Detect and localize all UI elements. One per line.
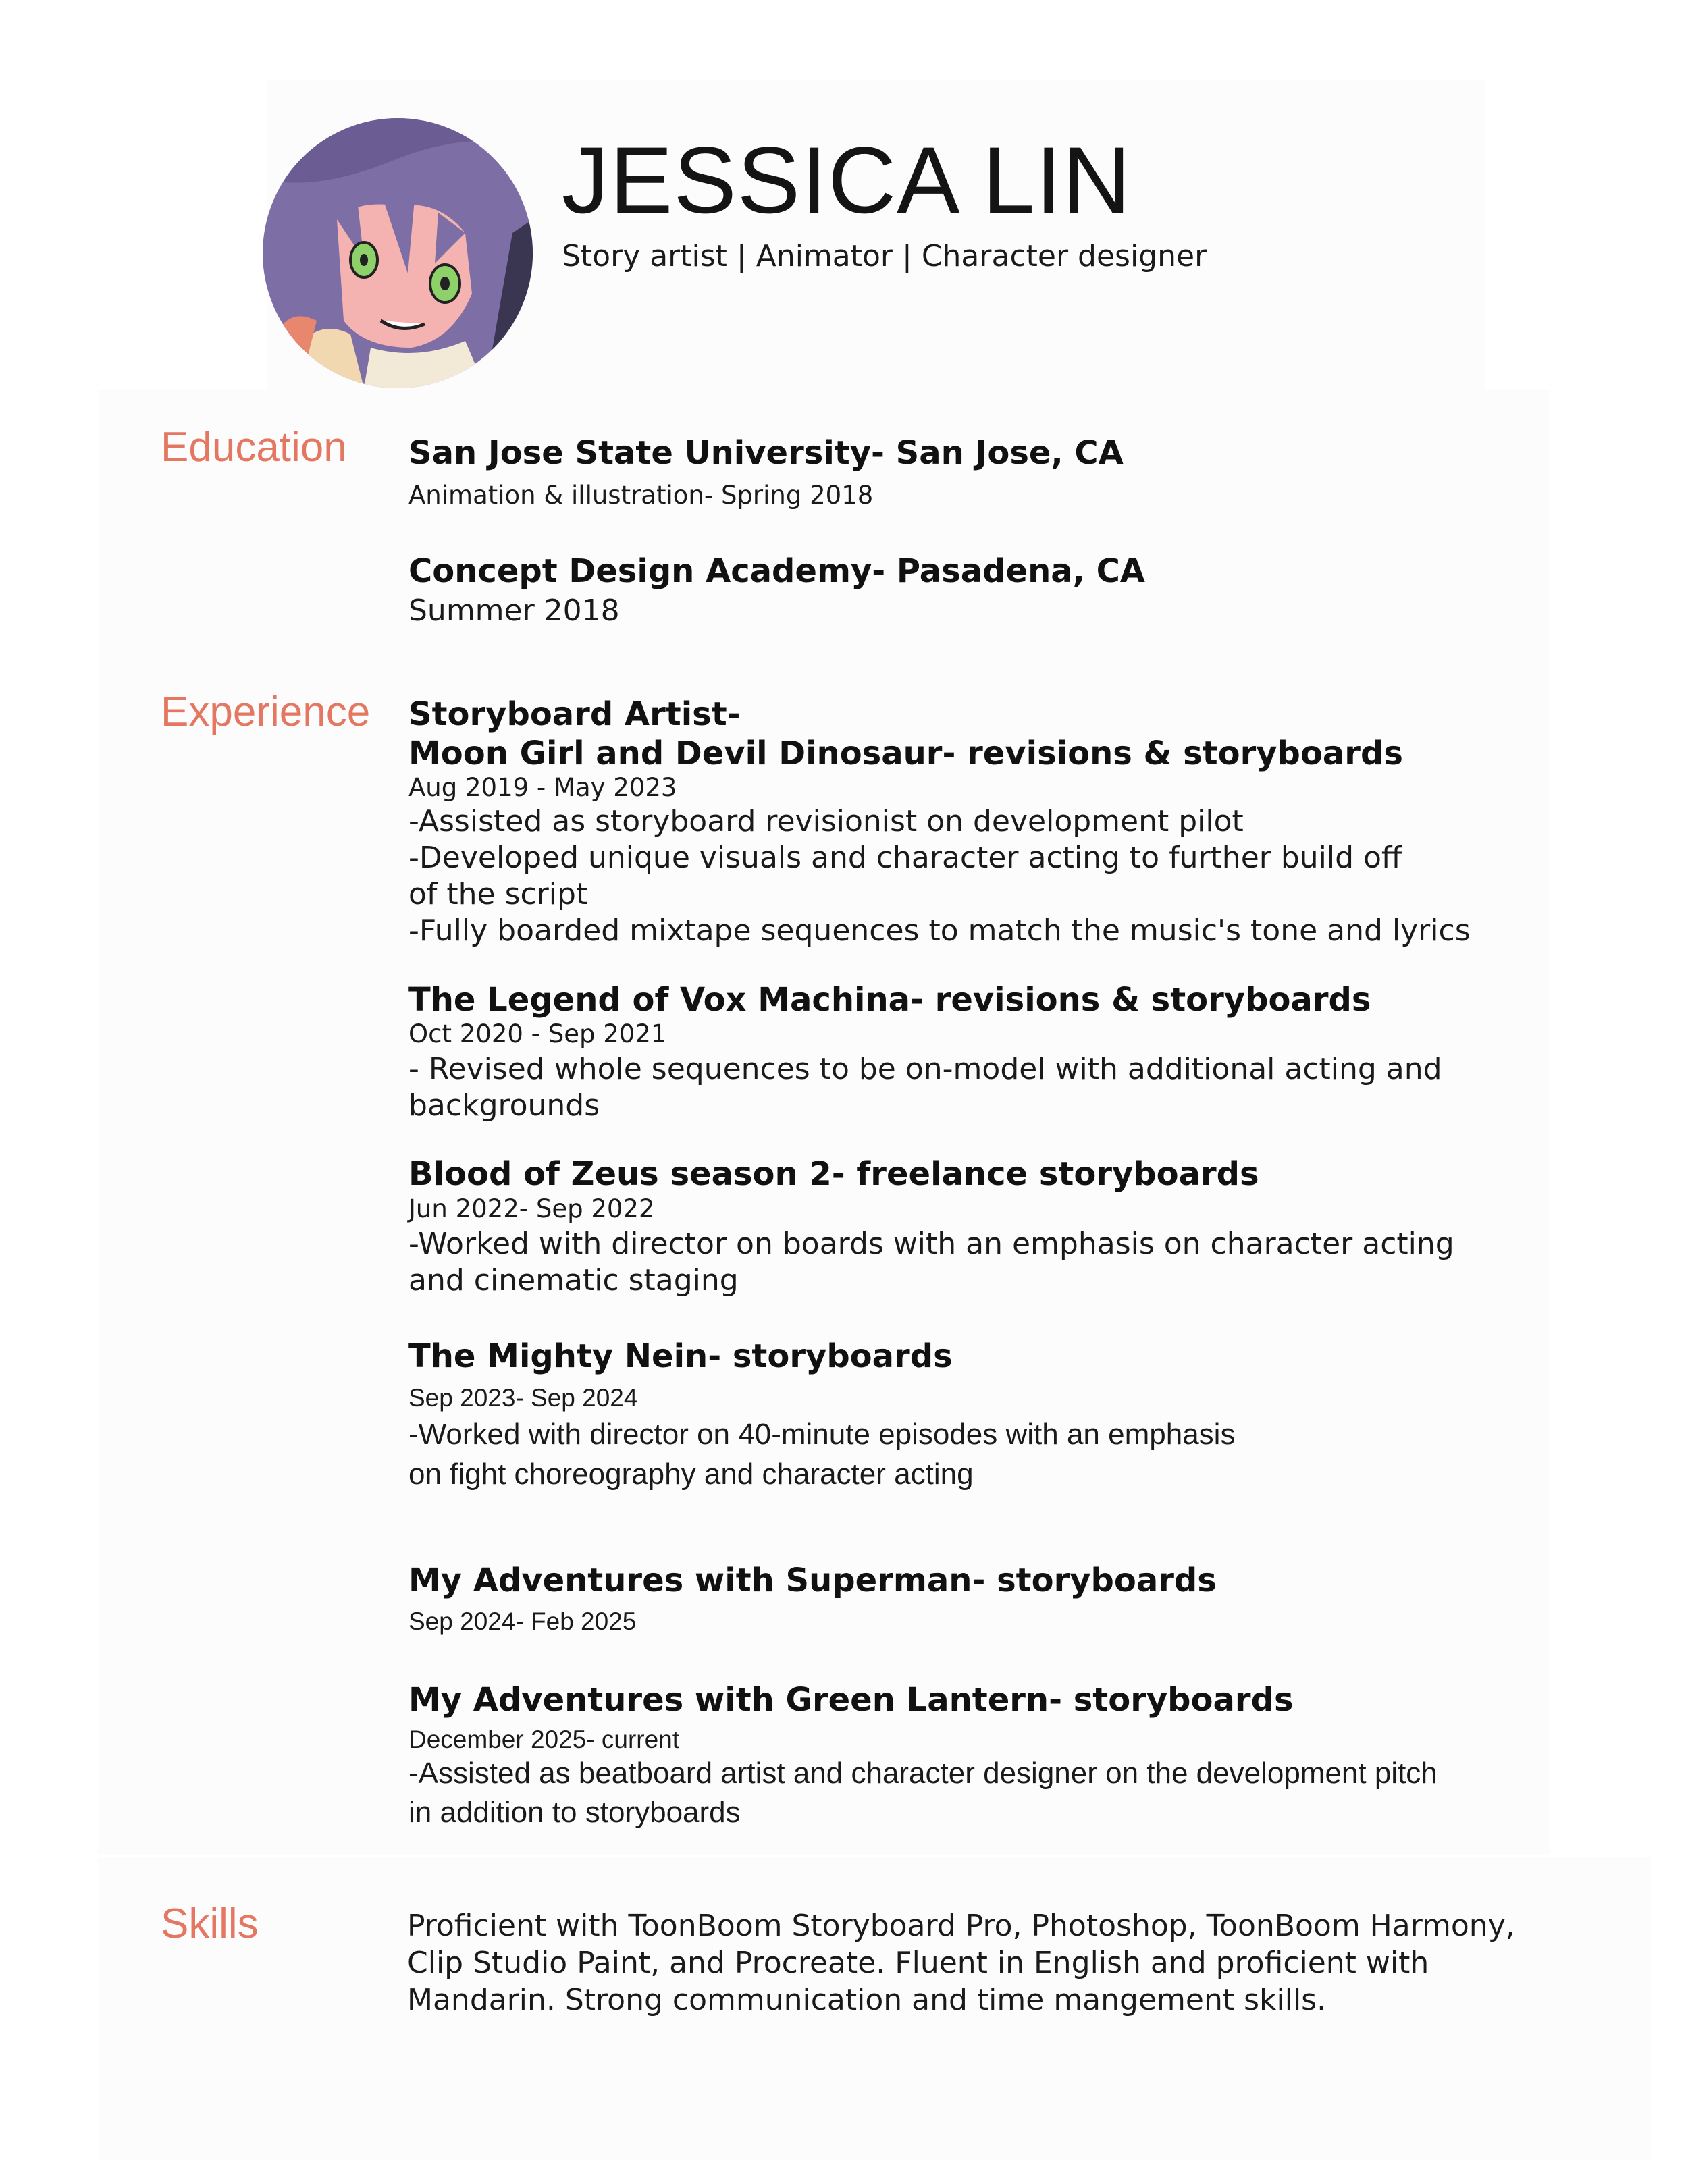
job-description-line: -Assisted as storyboard revisionist on development pilot: [408, 804, 1244, 838]
experience-heading: Experience: [161, 689, 371, 735]
avatar-illustration: [263, 118, 533, 388]
job-description-line: in addition to storyboards: [408, 1796, 741, 1829]
job-description-line: on fight choreography and character acting: [408, 1458, 974, 1491]
job-dates: Jun 2022- Sep 2022: [408, 1194, 655, 1223]
job-titles: Story artist | Animator | Character designer: [562, 239, 1207, 273]
job-dates: Oct 2020 - Sep 2021: [408, 1019, 667, 1048]
job-title: The Mighty Nein- storyboards: [408, 1337, 953, 1375]
job-title: My Adventures with Superman- storyboards: [408, 1562, 1217, 1599]
job-dates: Sep 2023- Sep 2024: [408, 1384, 638, 1412]
job-dates: December 2025- current: [408, 1726, 680, 1753]
education-heading: Education: [161, 424, 347, 471]
job-description-line: -Fully boarded mixtape sequences to match the music's tone and lyrics: [408, 913, 1471, 948]
job-description-line: of the script: [408, 877, 588, 911]
education-school: Concept Design Academy- Pasadena, CA: [408, 552, 1145, 590]
job-description-line: -Developed unique visuals and character acting to further build off: [408, 841, 1402, 875]
avatar: [263, 118, 533, 388]
job-description-line: backgrounds: [408, 1088, 600, 1123]
skills-text: Proficient with ToonBoom Storyboard Pro, Photoshop, ToonBoom Harmony, Clip Studio Paint, and Procreate. Fluent in English and proficient with Mandarin. Strong communication and time mangement skills.: [407, 1909, 1515, 2017]
job-dates: Aug 2019 - May 2023: [408, 773, 677, 802]
content-panel: [98, 390, 1550, 1855]
job-title: Moon Girl and Devil Dinosaur- revisions & storyboards: [408, 735, 1403, 772]
candidate-name: JESSICA LIN: [562, 127, 1132, 233]
job-title: My Adventures with Green Lantern- storyboards: [408, 1681, 1294, 1719]
job-title: The Legend of Vox Machina- revisions & storyboards: [408, 981, 1371, 1019]
education-school: San Jose State University- San Jose, CA: [408, 434, 1124, 472]
skills-heading: Skills: [161, 1900, 259, 1947]
job-title: Storyboard Artist-: [408, 695, 741, 733]
job-title: Blood of Zeus season 2- freelance storyboards: [408, 1155, 1259, 1193]
education-detail: Animation & illustration- Spring 2018: [408, 481, 874, 510]
job-dates: Sep 2024- Feb 2025: [408, 1607, 637, 1635]
job-description-line: -Assisted as beatboard artist and character designer on the development pitch: [408, 1757, 1438, 1790]
job-description-line: -Worked with director on boards with an emphasis on character acting: [408, 1227, 1454, 1261]
job-description-line: - Revised whole sequences to be on-model with additional acting and: [408, 1052, 1442, 1086]
job-description-line: -Worked with director on 40-minute episodes with an emphasis: [408, 1418, 1236, 1451]
education-detail: Summer 2018: [408, 593, 620, 628]
job-description-line: and cinematic staging: [408, 1263, 739, 1298]
